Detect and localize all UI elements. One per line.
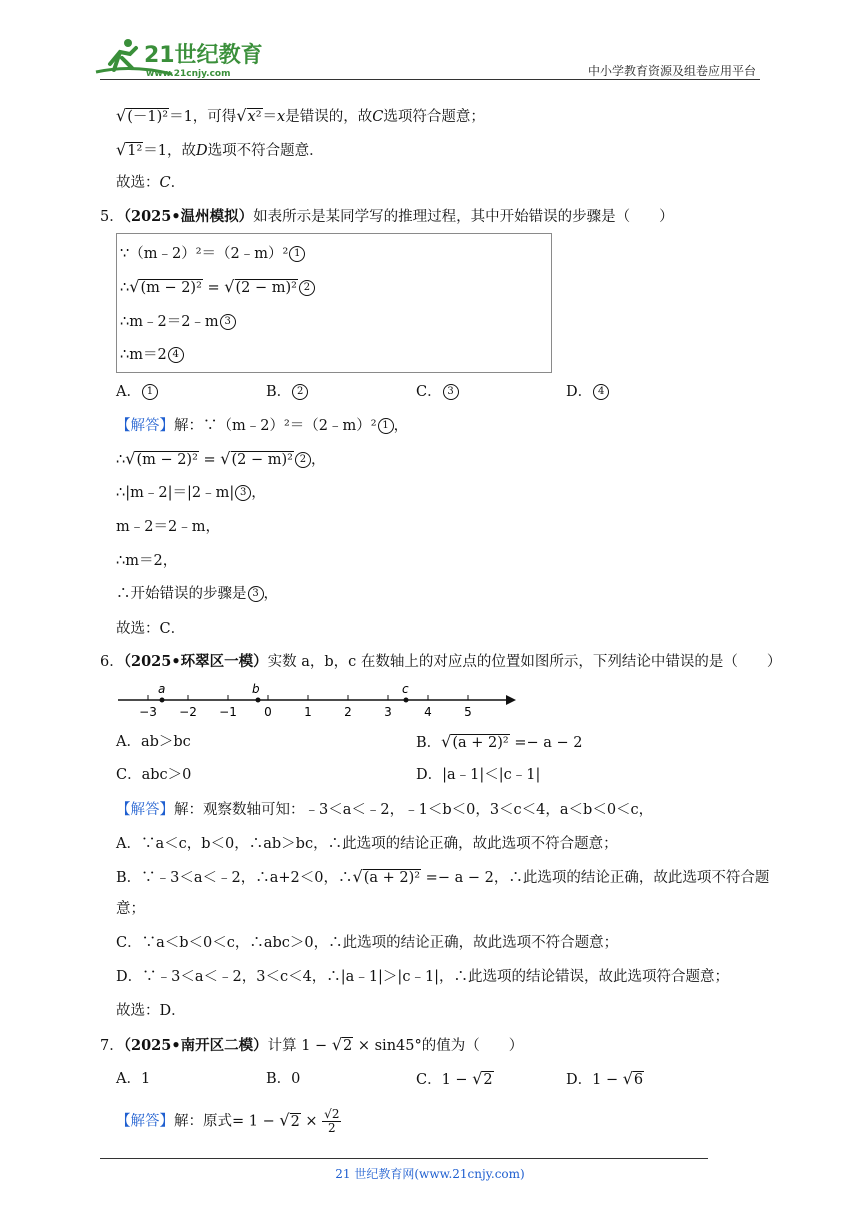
logo-sub-text: www.21cnjy.com (146, 69, 231, 79)
q5-option-d: D． 4 (566, 382, 609, 402)
q7-stem: 7．（2025•南开区二模）计算 1 − √2 × sin45°的值为（ ） (100, 1035, 524, 1054)
q5-solution-6: ∴开始错误的步骤是 3 ， (116, 586, 278, 602)
q6-solution-1: 【解答】解：观察数轴可知：﹣3＜a＜﹣2，﹣1＜b＜0，3＜c＜4，a＜b＜0＜c， (116, 802, 654, 818)
q6-option-c: C．abc＞0 (116, 767, 192, 783)
number-line (112, 678, 532, 720)
q5-solution-7: 故选：C． (116, 621, 186, 637)
q6-option-b: B．√(a + 2)² =− a − 2 (416, 732, 583, 751)
logo-runner-icon (92, 34, 262, 82)
answer-tag: 【解答】 (116, 1113, 174, 1130)
tick-label: 2 (344, 705, 352, 719)
q5-box-line-4: ∴m＝2 4 (120, 345, 184, 365)
fraction: $\frac{√2}{2}$ (324, 1107, 340, 1135)
q6-option-a: A．ab＞bc (116, 734, 191, 750)
q5-solution-4: m﹣2＝2﹣m， (116, 519, 220, 535)
point-c (404, 698, 409, 703)
q5-box-line-3: ∴m﹣2＝2﹣m 3 (120, 312, 236, 332)
tick-label: −2 (179, 705, 197, 719)
point-c-label: c (402, 682, 409, 696)
platform-name: 中小学教育资源及组卷应用平台 (587, 64, 756, 78)
q5-solution-2: ∴√(m − 2)² = √(2 − m)² 2 ， (116, 449, 326, 468)
logo-main-text: 21世纪教育 (144, 43, 262, 68)
footer-link[interactable]: 21 世纪教育网(www.21cnjy.com) (335, 1167, 525, 1181)
point-b-label: b (252, 682, 260, 696)
tick-label: −3 (139, 705, 157, 719)
number-line-arrow-icon (506, 695, 516, 705)
q5-stem: 5．（2025•温州模拟）如表所示是某同学写的推理过程，其中开始错误的步骤是（ ） (100, 208, 674, 225)
q5-box-line-2: ∴√(m − 2)² = √(2 − m)² 2 (120, 277, 315, 298)
answer-tag: 【解答】 (116, 418, 174, 434)
point-a-label: a (158, 682, 166, 696)
point-b (256, 698, 261, 703)
q6-stem: 6．（2025•环翠区一模）实数 a，b，c 在数轴上的对应点的位置如图所示，下列结论中错误的是（ ） (100, 653, 782, 670)
footer-divider (100, 1158, 708, 1159)
tick-label: −1 (219, 705, 237, 719)
q6-solution-d: D．∵﹣3＜a＜﹣2，3＜c＜4，∴|a﹣1|＞|c﹣1|，∴此选项的结论错误，故此选项符合题意； (116, 969, 730, 985)
q7-solution-1: 【解答】解：原式= 1 − √2 × $\frac{√2}{2}$ (116, 1107, 340, 1135)
q7-option-c: C．1 − √2 (416, 1069, 493, 1088)
point-a (160, 698, 165, 703)
prev-line-3: 故选：C． (116, 175, 186, 191)
q5-option-c: C． 3 (416, 382, 459, 402)
q6-option-d: D．|a﹣1|＜|c﹣1| (416, 767, 541, 783)
q6-solution-b: B．∵﹣3＜a＜﹣2，∴a+2＜0，∴√(a + 2)² =− a − 2，∴此选项的结论正确，故此选项不符合题 (116, 867, 770, 886)
q6-solution-end: 故选：D． (116, 1003, 186, 1019)
q6-solution-c: C．∵a＜b＜0＜c，∴abc＞0，∴此选项的结论正确，故此选项不符合题意； (116, 935, 619, 951)
header-divider (100, 79, 760, 80)
tick-label: 1 (304, 705, 312, 719)
q6-solution-b-cont: 意； (116, 901, 145, 917)
logo (92, 34, 262, 82)
q5-option-b: B． 2 (266, 382, 308, 402)
q7-option-d: D．1 − √6 (566, 1069, 644, 1088)
q7-option-b: B．0 (266, 1071, 301, 1087)
tick-label: 4 (424, 705, 432, 719)
tick-label: 3 (384, 705, 392, 719)
tick-label: 0 (264, 705, 272, 719)
prev-line-2: √1²＝1，故D选项不符合题意． (116, 140, 324, 159)
q5-solution-3: ∴|m﹣2|＝|2﹣m| 3 ， (116, 485, 266, 501)
q6-solution-a: A．∵a＜c，b＜0，∴ab＞bc，∴此选项的结论正确，故此选项不符合题意； (116, 836, 618, 852)
q5-box-line-1: ∵（m﹣2）²＝（2﹣m）² 1 (120, 244, 305, 264)
answer-tag: 【解答】 (116, 802, 174, 818)
q5-solution-1: 【解答】解：∵（m﹣2）²＝（2﹣m）² 1 ， (116, 418, 409, 434)
q7-option-a: A．1 (116, 1071, 151, 1087)
q5-solution-5: ∴m＝2， (116, 553, 178, 569)
q5-option-a: A． 1 (116, 382, 158, 402)
prev-line-1: √(－1)²＝1，可得√x²＝x是错误的，故C选项符合题意； (116, 106, 485, 125)
tick-label: 5 (464, 705, 472, 719)
